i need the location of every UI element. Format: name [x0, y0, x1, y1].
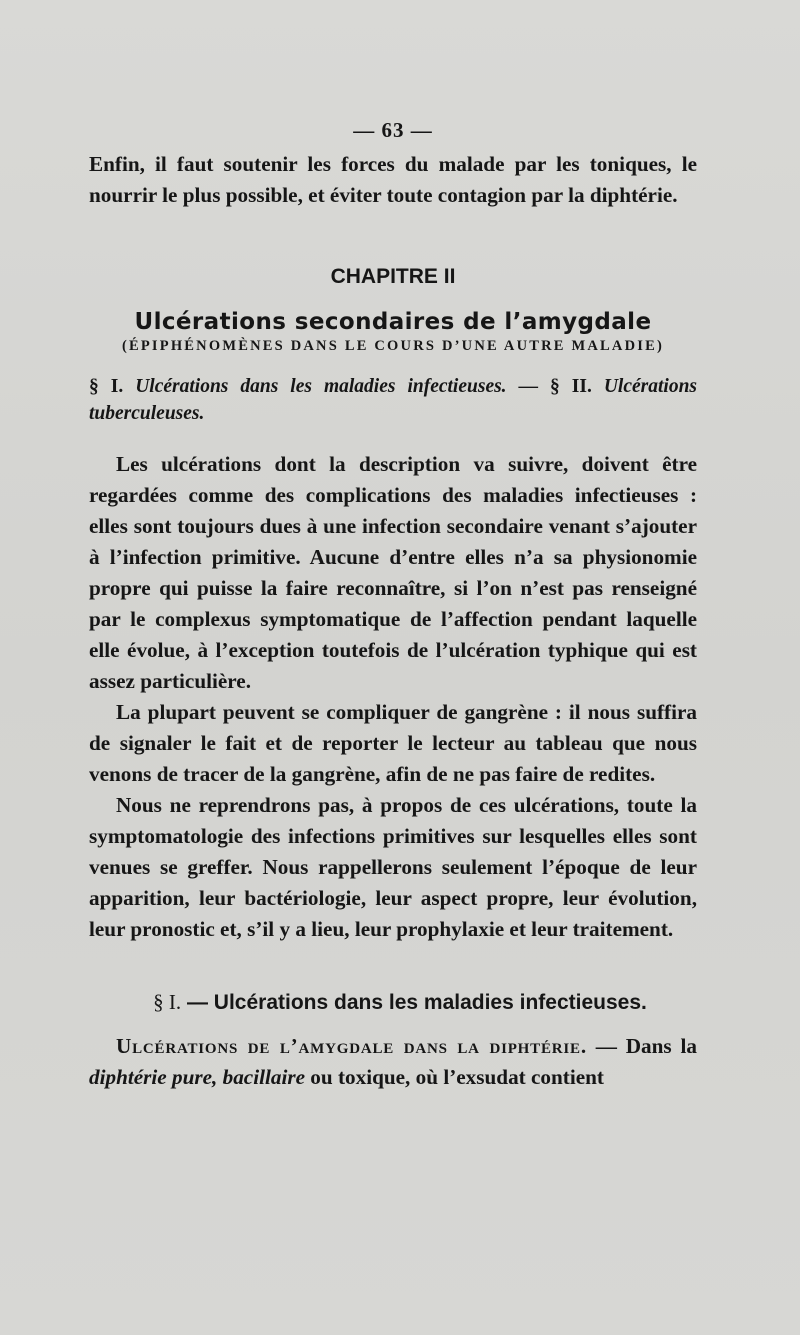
summary-title-2: Ulcérations tuberculeuses. — [89, 376, 698, 424]
lead-dash: — Dans la — [586, 1034, 697, 1058]
body-paragraph: La plupart peuvent se compliquer de gangrène : il nous suffira de signaler le fait et de reporter le lecteur au tableau que nous venons de tracer de la gangrène, afin de ne pas faire de redites. — [89, 700, 697, 786]
italic-term: diphtérie pure, bacillaire — [89, 1065, 305, 1089]
body-paragraph: Les ulcérations dont la description va suivre, doivent être regardées comme des complications des maladies infectieuses : elles sont toujours dues à une infection secondaire venant s’ajouter à l’infection primitive. Aucune d’entre elles n’a sa physionomie propre qui puisse la faire reconnaître, si l’on n’est pas renseigné par le complexus symptomatique de l’affection pendant laquelle elle évolue, à l’exception toutefois de l’ulcération typhique qui est assez particulière. — [89, 452, 697, 693]
chapter-title: Ulcérations secondaires de l’amygdale — [134, 309, 652, 335]
summary-title-1: Ulcérations dans les maladies infectieuses. — [135, 376, 507, 397]
opening-paragraph: Enfin, il faut soutenir les forces du malade par les toniques, le nourrir le plus possible, et éviter toute contagion par la diphtérie. — [89, 152, 697, 207]
last-paragraph — [89, 1031, 697, 1093]
page-number: — 63 — — [353, 118, 433, 142]
section-mark: § I. — [153, 990, 182, 1014]
chapter-summary — [89, 373, 697, 427]
section-heading — [103, 990, 697, 1015]
chapter-heading: CHAPITRE II — [330, 265, 456, 288]
subsection-lead: Ulcérations de l’amygdale dans la diphtérie. — [116, 1034, 587, 1058]
page-content — [89, 118, 697, 1093]
summary-section-1: § I. — [89, 376, 124, 397]
paragraph-tail: ou toxique, où l’exsudat contient — [304, 1065, 604, 1089]
body-paragraph: Nous ne reprendrons pas, à propos de ces ulcérations, toute la symptomatologie des infections primitives sur lesquelles elles sont venues se greffer. Nous rappellerons seulement l’époque de leur apparition, leur bactériologie, leur aspect propre, leur évolution, leur pronostic et, s’il y a lieu, leur prophylaxie et leur traitement. — [89, 793, 697, 941]
chapter-subtitle: (ÉPIPHÉNOMÈNES DANS LE COURS D’UNE AUTRE MALADIE) — [121, 338, 665, 354]
section-title: — Ulcérations dans les maladies infectieuses. — [181, 991, 647, 1014]
summary-section-2: — § II. — [506, 376, 592, 397]
